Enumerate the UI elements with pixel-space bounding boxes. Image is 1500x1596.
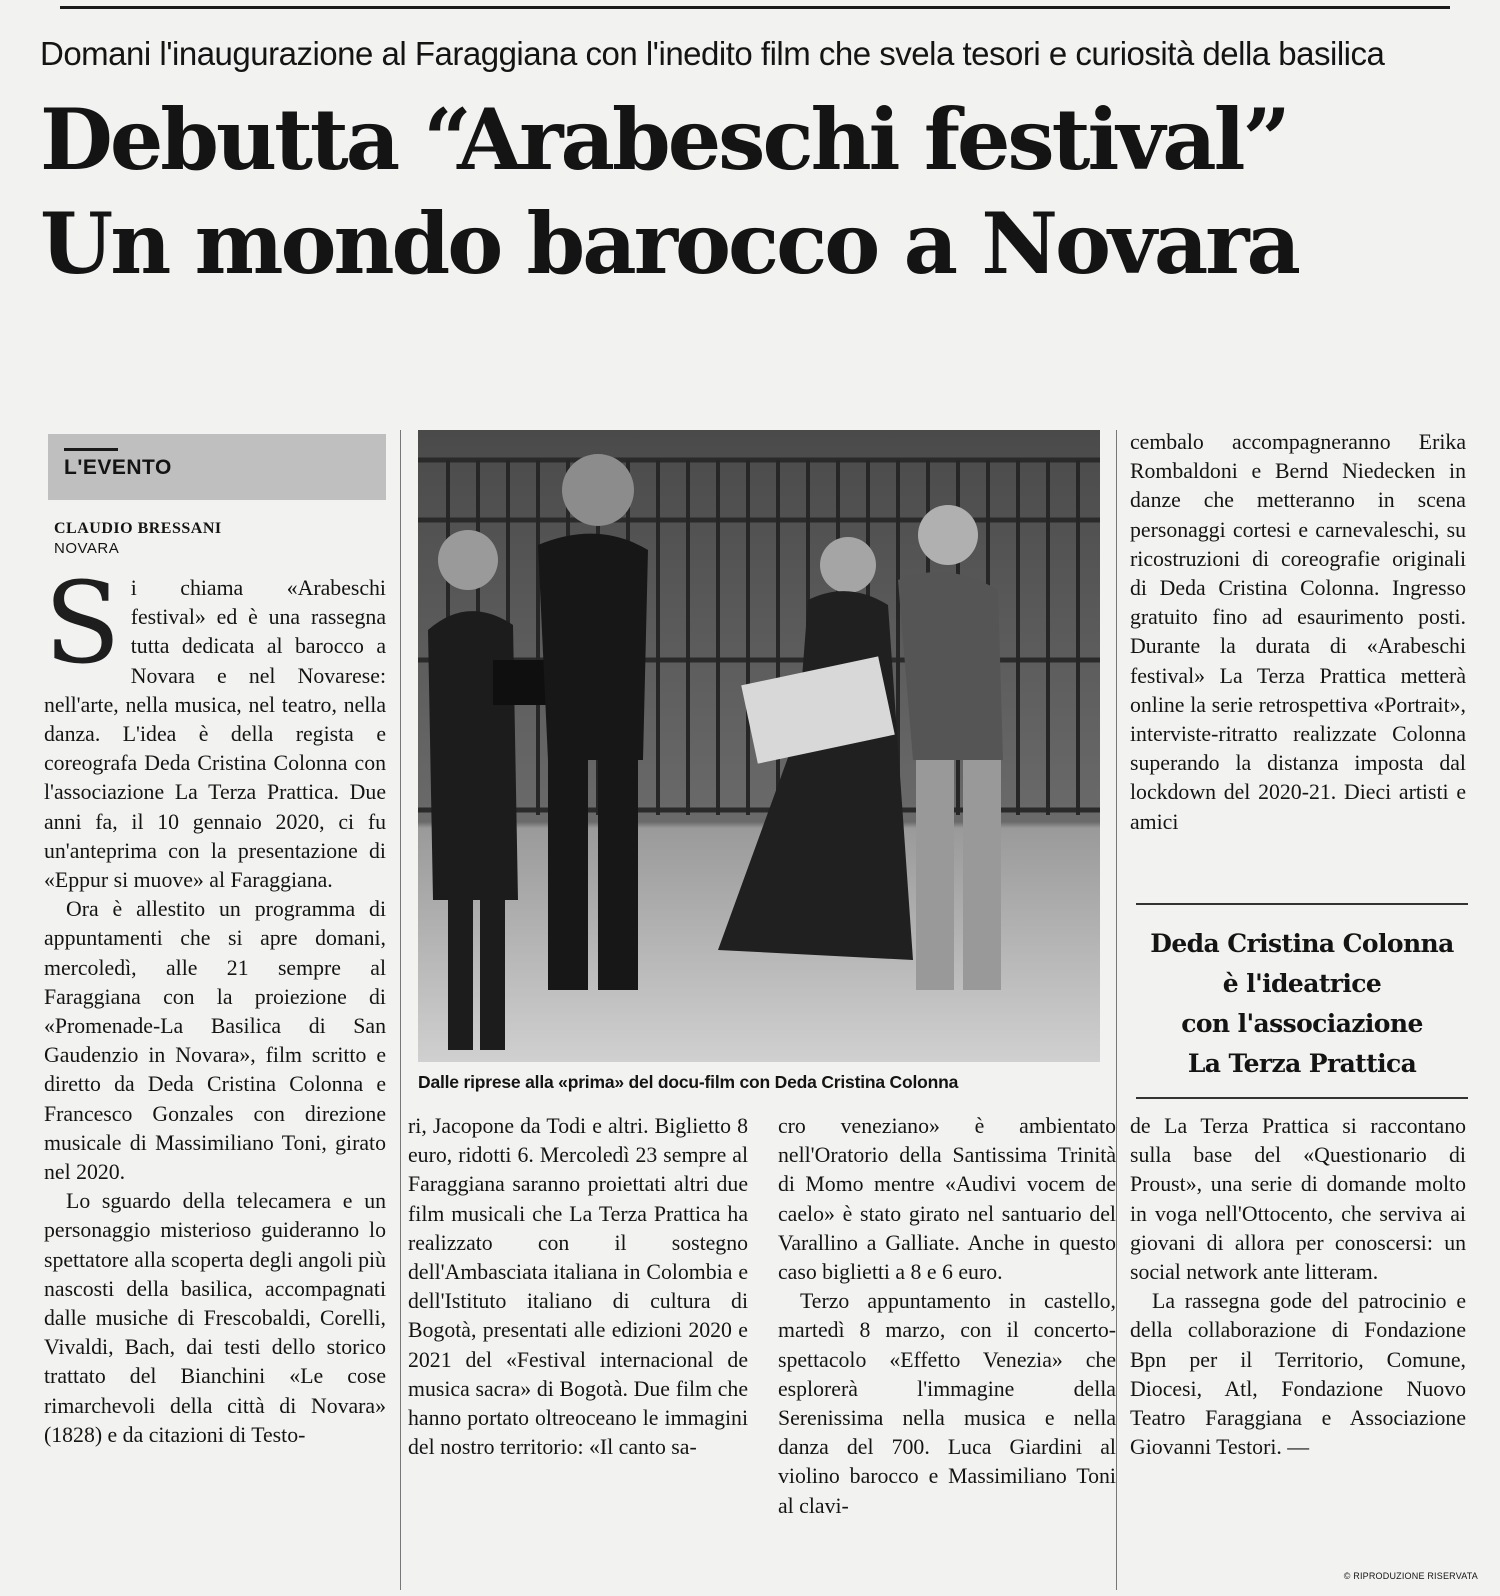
pull-quote-rule-top xyxy=(1136,903,1468,905)
column-divider xyxy=(400,430,401,1590)
paragraph: Ora è allestito un programma di appuntamenti che si apre domani, mercoledì, alle 21 sempre al Faraggiana con la proiezione di «Promenade-La Basilica di San Gaudenzio in Novara», film scritto e diretto da Deda Cristina Colonna e Francesco Gonzales con direzione musicale di Massimiliano Toni, girato nel 2020. xyxy=(44,897,386,1185)
column-divider xyxy=(1116,430,1117,1590)
paragraph: Terzo appuntamento in castello, martedì 8 marzo, con il concerto-spettacolo «Effetto Venezia» che esplorerà l'immagine della Serenissima nella musica e nella danza del 700. Luca Giardini al violino barocco e Massimiliano Toni al clavi- xyxy=(778,1289,1116,1518)
pull-quote xyxy=(1134,924,1470,1084)
top-rule xyxy=(60,6,1450,9)
kicker: Domani l'inaugurazione al Faraggiana con l'inedito film che svela tesori e curiosità della basilica xyxy=(40,35,1385,72)
headline-line-1: Debutta “Arabeschi festival” xyxy=(40,90,1288,189)
pull-quote-rule-bottom xyxy=(1136,1097,1468,1099)
drop-cap: S xyxy=(44,559,121,689)
article-column-3 xyxy=(778,1112,1116,1521)
pull-quote-line: con l'associazione xyxy=(1181,1009,1423,1038)
pull-quote-line: La Terza Prattica xyxy=(1187,1049,1417,1078)
article-column-1 xyxy=(44,559,386,1450)
pull-quote-line: è l'ideatrice xyxy=(1222,969,1382,998)
photo-caption: Dalle riprese alla «prima» del docu-film con Deda Cristina Colonna xyxy=(418,1072,959,1092)
paragraph: i chiama «Arabeschi festival» ed è una rassegna tutta dedicata al barocco a Novara e nel Novarese: nell'arte, nella musica, nel teatro, nella danza. L'idea è della regista e coreografa Deda Cristina Colonna con l'associazione La Terza Prattica. Due anni fa, il 10 gennaio 2020, ci fu un'anteprima con la presentazione di «Eppur si muove» al Faraggiana. xyxy=(44,576,386,893)
section-tag-rule xyxy=(64,448,118,451)
article-photo xyxy=(418,430,1100,1062)
article-column-4-bottom xyxy=(1130,1112,1466,1462)
article-column-2 xyxy=(408,1112,748,1462)
copyright-notice: © RIPRODUZIONE RISERVATA xyxy=(1343,1571,1478,1581)
section-tag xyxy=(48,434,386,500)
byline-author: CLAUDIO BRESSANI xyxy=(54,520,222,537)
paragraph: Lo sguardo della telecamera e un personaggio misterioso guideranno lo spettatore alla scoperta degli angoli più nascosti della basilica, accompagnati dalle musiche di Frescobaldi, Corelli, Vivaldi, Bach, dai testi dello storico trattato del Bianchini «Le cose rimarchevoli della città di Novara» (1828) e da citazioni di Testo- xyxy=(44,1189,386,1447)
headline-line-2: Un mondo barocco a Novara xyxy=(40,194,1298,293)
section-label: L'EVENTO xyxy=(64,456,172,479)
paragraph: cembalo accompagneranno Erika Rombaldoni e Bernd Niedecken in danze che metteranno in scena personaggi cortesi e carnevaleschi, su ricostruzioni di coreografie originali di Deda Cristina Colonna. Ingresso gratuito fino ad esaurimento posti. Durante la durata di «Arabeschi festival» La Terza Prattica metterà online la serie retrospettiva «Portrait», interviste-ritratto realizzate Colonna superando la distanza imposta dal lockdown del 2020-21. Dieci artisti e amici xyxy=(1130,430,1466,834)
pull-quote-line: Deda Cristina Colonna xyxy=(1150,929,1454,958)
paragraph: de La Terza Prattica si raccontano sulla base del «Questionario di Proust», una serie di domande molto in voga nell'Ottocento, che serviva ai giovani di allora per conoscersi: un social network ante litteram. xyxy=(1130,1114,1466,1285)
article-column-4-top xyxy=(1130,428,1466,837)
paragraph: ri, Jacopone da Todi e altri. Biglietto 8 euro, ridotti 6. Mercoledì 23 sempre al Faraggiana saranno proiettati altri due film musicali che La Terza Prattica ha realizzato con il sostegno dell'Ambasciata italiana in Colombia e dell'Istituto italiano di cultura di Bogotà, presentati alle edizioni 2020 e 2021 del «Festival internacional de musica sacra» di Bogotà. Due film che hanno portato oltreoceano le immagini del nostro territorio: «Il canto sa- xyxy=(408,1114,748,1460)
paragraph: cro veneziano» è ambientato nell'Oratorio della Santissima Trinità di Momo mentre «Audivi vocem de caelo» è stato girato nel santuario del Varallino a Galliate. Anche in questo caso biglietti a 8 e 6 euro. xyxy=(778,1114,1116,1285)
byline-place: NOVARA xyxy=(54,540,120,557)
paragraph: La rassegna gode del patrocinio e della collaborazione di Fondazione Bpn per il Territorio, Comune, Diocesi, Atl, Fondazione Nuovo Teatro Faraggiana e Associazione Giovanni Testori. — xyxy=(1130,1289,1466,1460)
